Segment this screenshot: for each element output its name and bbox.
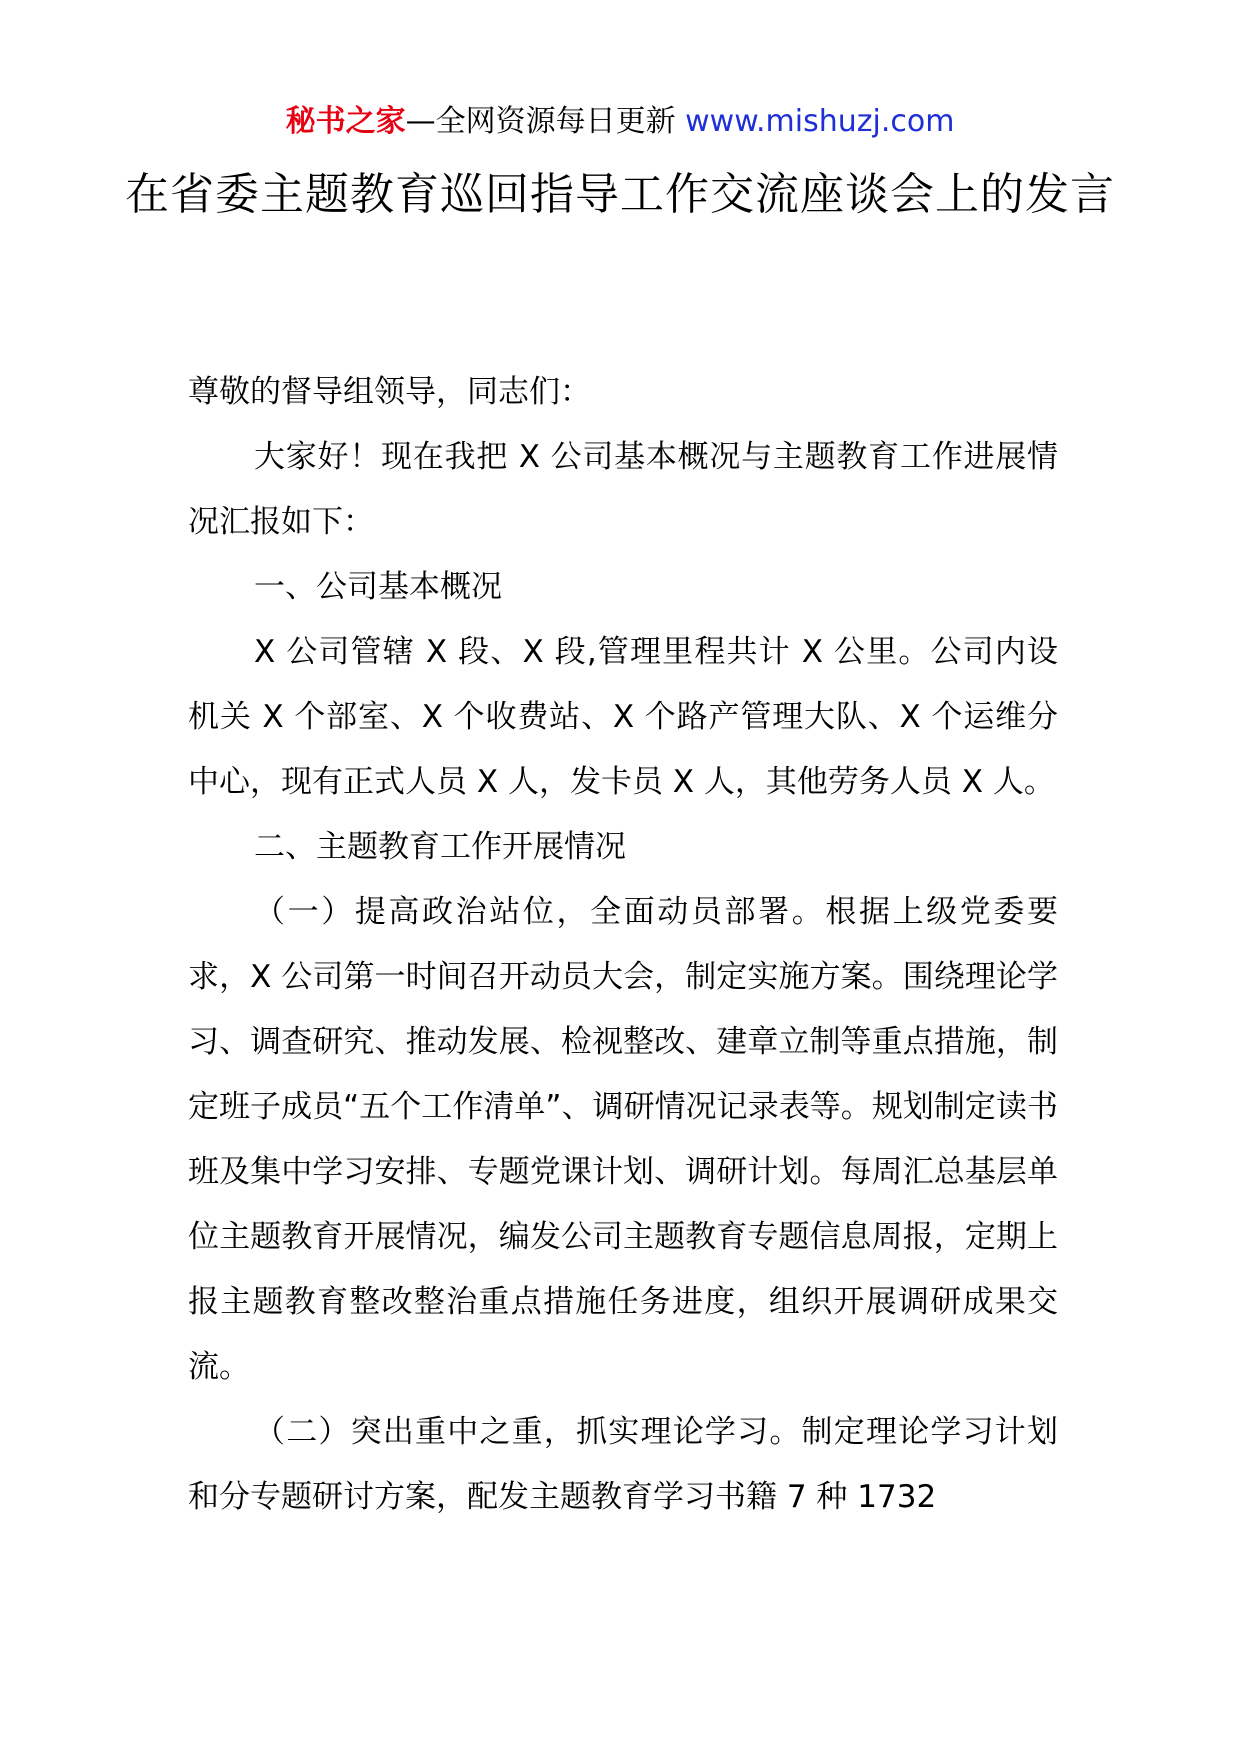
document-title: 在省委主题教育巡回指导工作交流座谈会上的发言 [125,169,1115,220]
site-brand: 秘书之家 [285,104,406,139]
document-body [188,360,1058,1530]
paragraph-intro: 大家好！现在我把 X 公司基本概况与主题教育工作进展情况汇报如下： [188,439,1058,540]
paragraph-item-2: （二）突出重中之重，抓实理论学习。制定理论学习计划和分专题研讨方案，配发主题教育学习书籍 7 种 1732 [188,1414,1058,1515]
section-heading-2: 二、主题教育工作开展情况 [254,829,626,865]
paragraph-company-overview: X 公司管辖 X 段、X 段,管理里程共计 X 公里。公司内设机关 X 个部室、X 个收费站、X 个路产管理大队、X 个运维分中心，现有正式人员 X 人，发卡员 X 人，其他劳务人员 X 人。 [188,634,1058,800]
paragraph-item-1: （一）提高政治站位，全面动员部署。根据上级党委要求，X 公司第一时间召开动员大会，制定实施方案。围绕理论学习、调查研究、推动发展、检视整改、建章立制等重点措施，制定班子成员“五个工作清单”、调研情况记录表等。规划制定读书班及集中学习安排、专题党课计划、调研计划。每周汇总基层单位主题教育开展情况，编发公司主题教育专题信息周报，定期上报主题教育整改整治重点措施任务进度，组织开展调研成果交流。 [188,894,1058,1385]
salutation: 尊敬的督导组领导，同志们： [188,374,591,410]
site-slogan: —全网资源每日更新 [405,104,676,139]
section-heading-1: 一、公司基本概况 [254,569,502,605]
site-header [0,100,1240,144]
site-url[interactable]: www.mishuzj.com [685,104,955,139]
